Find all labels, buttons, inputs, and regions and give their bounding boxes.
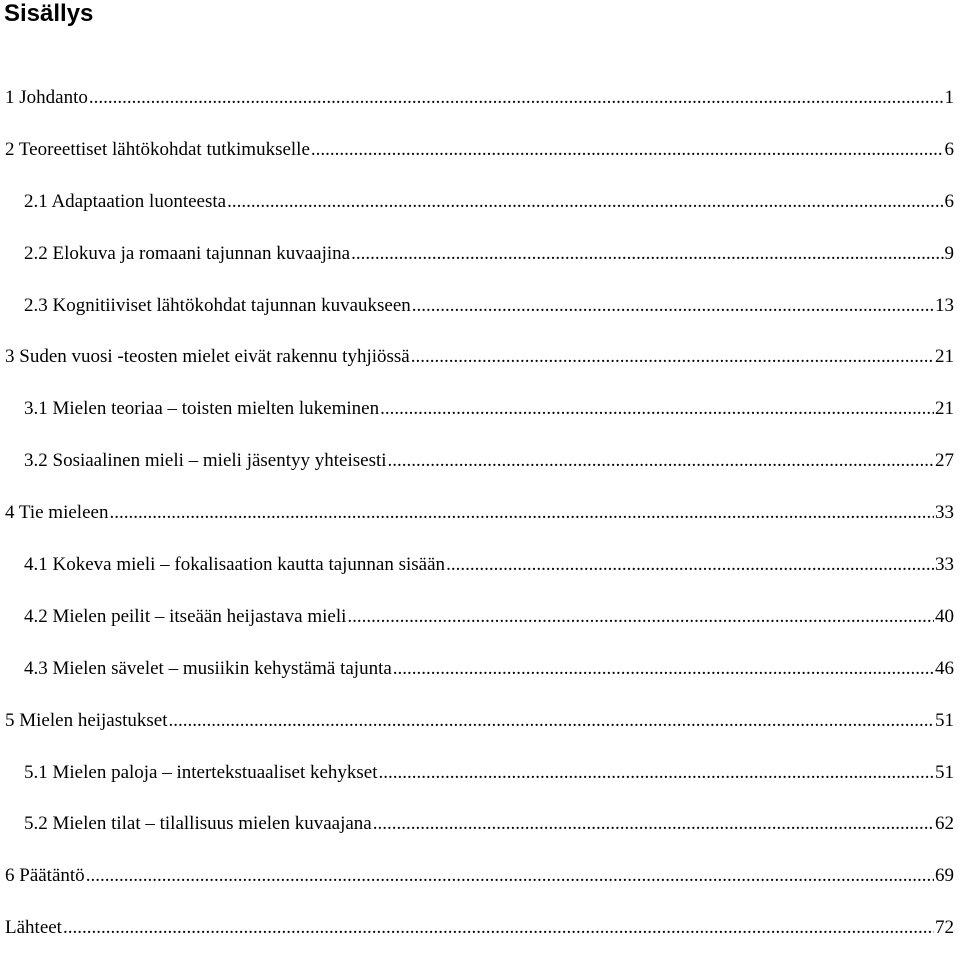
toc-entry-label: 3 Suden vuosi -teosten mielet eivät rakennu tyhjiössä [5, 346, 410, 368]
toc-entry-label: 4.1 Kokeva mieli – fokalisaation kautta tajunnan sisään [24, 554, 446, 576]
toc-entry-page-number: 6 [944, 138, 954, 160]
toc-entry-page-number: 9 [944, 242, 954, 264]
toc-entry-page-number: 51 [935, 709, 954, 731]
toc-entry-label: 2.1 Adaptaation luonteesta [24, 190, 227, 212]
toc-entry[interactable] [0, 396, 960, 448]
toc-entry-page-number: 62 [935, 813, 954, 835]
toc-entry-page-number: 40 [935, 605, 954, 627]
toc-entry-page-number: 69 [935, 865, 954, 887]
dot-leader [109, 500, 934, 526]
toc-entry[interactable] [0, 85, 960, 137]
toc-entry-page-number: 72 [935, 917, 954, 939]
toc-entry-label: 2.2 Elokuva ja romaani tajunnan kuvaajina [24, 242, 351, 264]
dot-leader [411, 344, 934, 370]
toc-entry[interactable] [0, 500, 960, 552]
toc-entry-label: 5 Mielen heijastukset [5, 709, 168, 731]
dot-leader [86, 863, 934, 889]
dot-leader [412, 293, 934, 319]
toc-entry[interactable] [0, 137, 960, 189]
toc-entry-label: 4 Tie mieleen [5, 502, 109, 524]
toc-entry[interactable] [0, 915, 960, 967]
toc-entry-page-number: 46 [935, 657, 954, 679]
toc-entry[interactable] [0, 189, 960, 241]
toc-entry[interactable] [0, 552, 960, 604]
dot-leader [63, 915, 934, 941]
toc-entry-label: 1 Johdanto [5, 87, 88, 108]
toc-entry-label: 6 Päätäntö [5, 865, 85, 887]
toc-entry-page-number: 33 [935, 502, 954, 524]
toc-entry-label: 2.3 Kognitiiviset lähtökohdat tajunnan kuvaukseen [24, 294, 411, 316]
toc-entry-page-number: 33 [935, 554, 954, 576]
toc-entry-page-number: 6 [944, 190, 954, 212]
toc-entry[interactable] [0, 708, 960, 760]
toc-entry-page-number: 13 [935, 294, 954, 316]
dot-leader [388, 448, 934, 474]
toc-entry-label: 3.1 Mielen teoriaa – toisten mielten lukeminen [24, 398, 380, 420]
toc-entry[interactable] [0, 344, 960, 396]
toc-entry[interactable] [0, 448, 960, 500]
toc-entry[interactable] [0, 656, 960, 708]
toc-entry[interactable] [0, 604, 960, 656]
dot-leader [227, 189, 943, 215]
toc-entry[interactable] [0, 241, 960, 293]
toc-entry-page-number: 27 [935, 450, 954, 472]
toc-entry-page-number: 51 [935, 761, 954, 783]
toc-entry-label: 2 Teoreettiset lähtökohdat tutkimukselle [5, 138, 310, 160]
toc-entry-page-number: 21 [935, 346, 954, 368]
dot-leader [89, 85, 944, 111]
toc-entry[interactable] [0, 863, 960, 915]
toc-entry-label: 4.2 Mielen peilit – itseään heijastava mieli [24, 605, 347, 627]
dot-leader [169, 708, 934, 734]
dot-leader [351, 241, 943, 267]
dot-leader [379, 760, 934, 786]
dot-leader [311, 137, 944, 163]
toc-entry[interactable] [0, 293, 960, 345]
dot-leader [446, 552, 934, 578]
toc-entry-page-number: 1 [944, 87, 954, 108]
toc-entry-label: 3.2 Sosiaalinen mieli – mieli jäsentyy yhteisesti [24, 450, 387, 472]
toc-entry-label: 5.2 Mielen tilat – tilallisuus mielen kuvaajana [24, 813, 372, 835]
toc-entry-page-number: 21 [935, 398, 954, 420]
toc-entry-label: Lähteet [5, 917, 62, 939]
toc-entry-label: 5.1 Mielen paloja – intertekstuaaliset kehykset [24, 761, 378, 783]
dot-leader [380, 396, 934, 422]
dot-leader [373, 811, 934, 837]
dot-leader [393, 656, 934, 682]
toc-entry-label: 4.3 Mielen sävelet – musiikin kehystämä tajunta [24, 657, 392, 679]
table-of-contents [0, 85, 960, 967]
toc-entry[interactable] [0, 760, 960, 812]
page-title: Sisällys [4, 0, 94, 27]
dot-leader [347, 604, 934, 630]
toc-entry[interactable] [0, 811, 960, 863]
